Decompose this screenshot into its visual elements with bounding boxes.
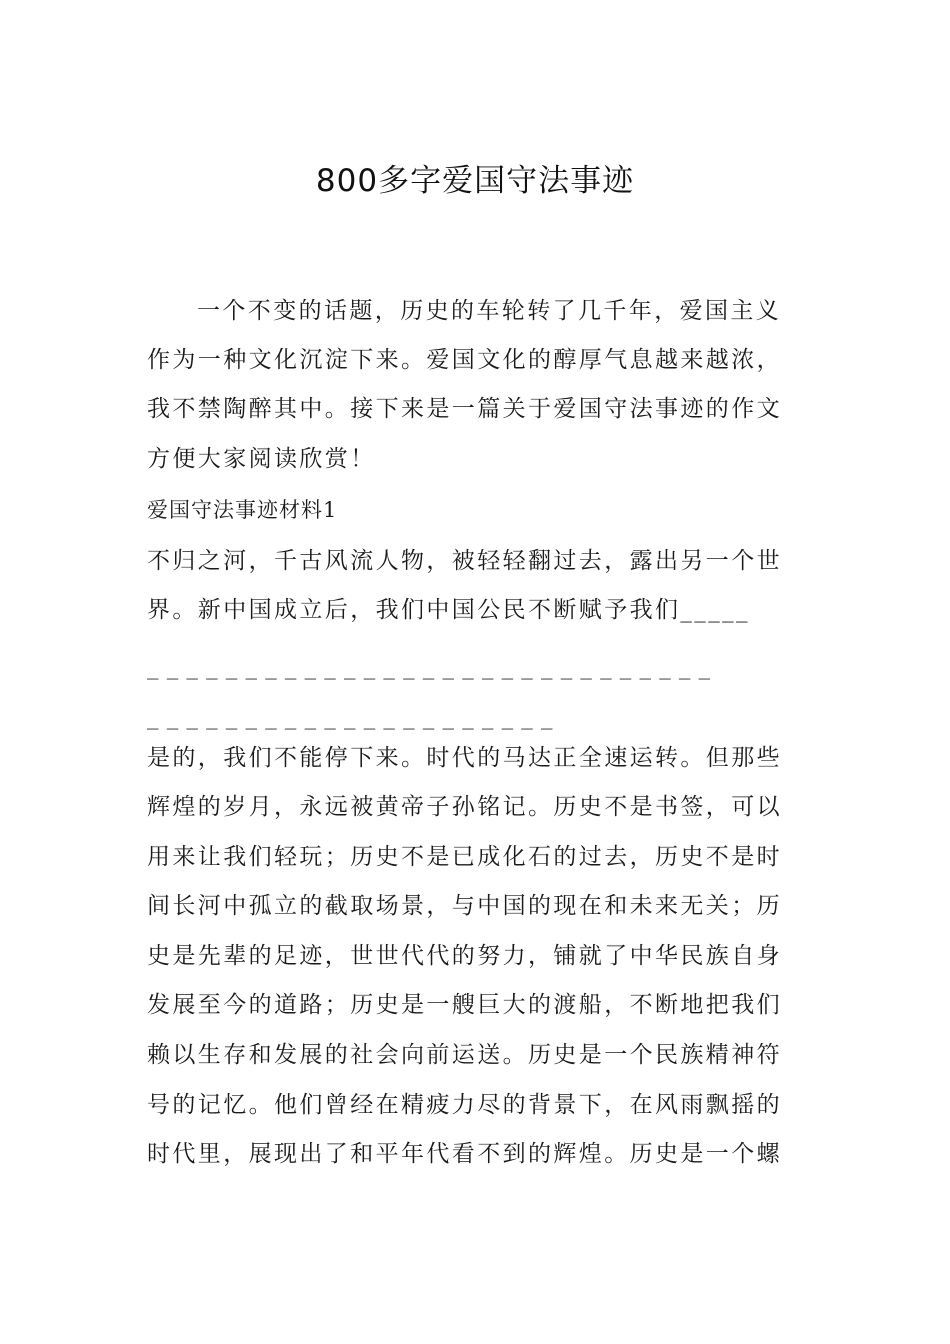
- fill-in-blank-line: _____________________: [147, 704, 561, 730]
- document-title: 800多字爱国守法事迹: [315, 163, 635, 199]
- body-line: 不归之河，千古风流人物，被轻轻翻过去，露出另一个世: [147, 548, 782, 574]
- fill-in-blank-line: _____________________________: [147, 654, 719, 680]
- section-heading: 爱国守法事迹材料1: [147, 498, 338, 522]
- intro-line-1: 一个不变的话题，历史的车轮转了几千年，爱国主义: [197, 298, 782, 324]
- body-line: 史是先辈的足迹，世世代代的努力，铺就了中华民族自身: [147, 943, 782, 969]
- body-line: 发展至今的道路；历史是一艘巨大的渡船，不断地把我们: [147, 992, 782, 1018]
- body-line: 用来让我们轻玩；历史不是已成化石的过去，历史不是时: [147, 844, 782, 870]
- body-line: 赖以生存和发展的社会向前运送。历史是一个民族精神符: [147, 1042, 782, 1068]
- intro-line-4: 方便大家阅读欣赏！: [147, 446, 376, 472]
- body-line: 是的，我们不能停下来。时代的马达正全速运转。但那些: [147, 745, 782, 771]
- body-line: 界。新中国成立后，我们中国公民不断赋予我们_____: [147, 597, 750, 623]
- intro-line-3: 我不禁陶醉其中。接下来是一篇关于爱国守法事迹的作文: [147, 396, 782, 422]
- body-line: 间长河中孤立的截取场景，与中国的现在和未来无关；历: [147, 893, 782, 919]
- intro-line-2: 作为一种文化沉淀下来。爱国文化的醇厚气息越来越浓，: [147, 347, 782, 373]
- body-line: 辉煌的岁月，永远被黄帝子孙铭记。历史不是书签，可以: [147, 794, 782, 820]
- body-line: 号的记忆。他们曾经在精疲力尽的背景下，在风雨飘摇的: [147, 1092, 782, 1118]
- body-line: 时代里，展现出了和平年代看不到的辉煌。历史是一个螺: [147, 1141, 782, 1167]
